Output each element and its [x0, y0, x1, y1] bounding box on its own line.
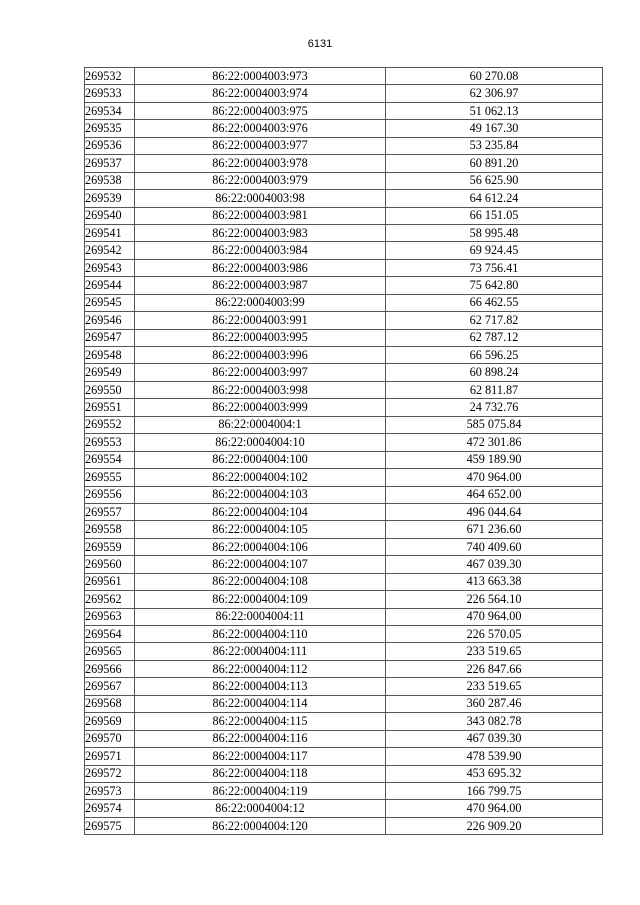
- cadastral-number-cell: 86:22:0004004:11: [135, 608, 386, 625]
- table-row: [85, 678, 603, 695]
- row-number-cell: 269575: [85, 817, 135, 834]
- table-row: [85, 172, 603, 189]
- cadastral-value-cell: 24 732.76: [386, 399, 603, 416]
- cadastral-number-cell: 86:22:0004004:110: [135, 626, 386, 643]
- row-number-cell: 269532: [85, 68, 135, 85]
- row-number-cell: 269541: [85, 224, 135, 241]
- cadastral-number-cell: 86:22:0004004:10: [135, 434, 386, 451]
- table-row: [85, 155, 603, 172]
- table-row: [85, 765, 603, 782]
- row-number-cell: 269552: [85, 416, 135, 433]
- cadastral-value-cell: 62 787.12: [386, 329, 603, 346]
- table-row: [85, 102, 603, 119]
- cadastral-number-cell: 86:22:0004003:986: [135, 259, 386, 276]
- row-number-cell: 269554: [85, 451, 135, 468]
- cadastral-number-cell: 86:22:0004004:109: [135, 591, 386, 608]
- cadastral-number-cell: 86:22:0004003:99: [135, 294, 386, 311]
- cadastral-number-cell: 86:22:0004004:103: [135, 486, 386, 503]
- cadastral-number-cell: 86:22:0004003:976: [135, 120, 386, 137]
- cadastral-number-cell: 86:22:0004004:111: [135, 643, 386, 660]
- cadastral-number-cell: 86:22:0004003:981: [135, 207, 386, 224]
- table-row: [85, 608, 603, 625]
- cadastral-value-cell: 496 044.64: [386, 503, 603, 520]
- cadastral-number-cell: 86:22:0004004:100: [135, 451, 386, 468]
- row-number-cell: 269559: [85, 538, 135, 555]
- cadastral-number-cell: 86:22:0004003:975: [135, 102, 386, 119]
- row-number-cell: 269538: [85, 172, 135, 189]
- table-row: [85, 416, 603, 433]
- cadastral-number-cell: 86:22:0004003:991: [135, 312, 386, 329]
- table-row: [85, 730, 603, 747]
- table-row: [85, 626, 603, 643]
- cadastral-value-cell: 66 151.05: [386, 207, 603, 224]
- table-row: [85, 312, 603, 329]
- cadastral-number-cell: 86:22:0004003:987: [135, 277, 386, 294]
- cadastral-value-cell: 360 287.46: [386, 695, 603, 712]
- cadastral-number-cell: 86:22:0004004:115: [135, 713, 386, 730]
- cadastral-number-cell: 86:22:0004004:107: [135, 556, 386, 573]
- row-number-cell: 269558: [85, 521, 135, 538]
- row-number-cell: 269551: [85, 399, 135, 416]
- table-row: [85, 573, 603, 590]
- cadastral-value-cell: 585 075.84: [386, 416, 603, 433]
- row-number-cell: 269534: [85, 102, 135, 119]
- row-number-cell: 269567: [85, 678, 135, 695]
- cadastral-value-cell: 467 039.30: [386, 556, 603, 573]
- cadastral-value-cell: 62 811.87: [386, 381, 603, 398]
- table-row: [85, 381, 603, 398]
- cadastral-value-cell: 453 695.32: [386, 765, 603, 782]
- table-row: [85, 782, 603, 799]
- cadastral-number-cell: 86:22:0004004:102: [135, 469, 386, 486]
- cadastral-number-cell: 86:22:0004004:12: [135, 800, 386, 817]
- row-number-cell: 269550: [85, 381, 135, 398]
- table-row: [85, 277, 603, 294]
- row-number-cell: 269573: [85, 782, 135, 799]
- row-number-cell: 269549: [85, 364, 135, 381]
- cadastral-value-cell: 671 236.60: [386, 521, 603, 538]
- row-number-cell: 269539: [85, 190, 135, 207]
- table-row: [85, 190, 603, 207]
- cadastral-value-cell: 166 799.75: [386, 782, 603, 799]
- cadastral-number-cell: 86:22:0004003:996: [135, 347, 386, 364]
- row-number-cell: 269566: [85, 660, 135, 677]
- table-row: [85, 748, 603, 765]
- row-number-cell: 269556: [85, 486, 135, 503]
- row-number-cell: 269572: [85, 765, 135, 782]
- table-row: [85, 521, 603, 538]
- table-row: [85, 817, 603, 834]
- cadastral-value-cell: 75 642.80: [386, 277, 603, 294]
- row-number-cell: 269560: [85, 556, 135, 573]
- cadastral-value-cell: 73 756.41: [386, 259, 603, 276]
- cadastral-value-cell: 60 270.08: [386, 68, 603, 85]
- cadastral-number-cell: 86:22:0004003:983: [135, 224, 386, 241]
- row-number-cell: 269570: [85, 730, 135, 747]
- cadastral-number-cell: 86:22:0004003:999: [135, 399, 386, 416]
- cadastral-value-cell: 470 964.00: [386, 469, 603, 486]
- cadastral-number-cell: 86:22:0004003:998: [135, 381, 386, 398]
- cadastral-number-cell: 86:22:0004003:977: [135, 137, 386, 154]
- table-row: [85, 469, 603, 486]
- cadastral-value-cell: 467 039.30: [386, 730, 603, 747]
- cadastral-number-cell: 86:22:0004003:997: [135, 364, 386, 381]
- row-number-cell: 269565: [85, 643, 135, 660]
- table-row: [85, 347, 603, 364]
- row-number-cell: 269540: [85, 207, 135, 224]
- table-row: [85, 120, 603, 137]
- row-number-cell: 269536: [85, 137, 135, 154]
- row-number-cell: 269537: [85, 155, 135, 172]
- cadastral-number-cell: 86:22:0004003:973: [135, 68, 386, 85]
- table-row: [85, 556, 603, 573]
- cadastral-value-cell: 64 612.24: [386, 190, 603, 207]
- cadastral-value-cell: 233 519.65: [386, 643, 603, 660]
- cadastral-value-cell: 62 717.82: [386, 312, 603, 329]
- table-row: [85, 85, 603, 102]
- cadastral-value-cell: 343 082.78: [386, 713, 603, 730]
- row-number-cell: 269553: [85, 434, 135, 451]
- table-row: [85, 259, 603, 276]
- row-number-cell: 269548: [85, 347, 135, 364]
- cadastral-value-cell: 56 625.90: [386, 172, 603, 189]
- cadastral-number-cell: 86:22:0004004:120: [135, 817, 386, 834]
- cadastral-value-cell: 51 062.13: [386, 102, 603, 119]
- table-row: [85, 68, 603, 85]
- table-row: [85, 591, 603, 608]
- row-number-cell: 269535: [85, 120, 135, 137]
- cadastral-number-cell: 86:22:0004004:116: [135, 730, 386, 747]
- cadastral-value-cell: 226 564.10: [386, 591, 603, 608]
- table-row: [85, 294, 603, 311]
- cadastral-number-cell: 86:22:0004004:106: [135, 538, 386, 555]
- row-number-cell: 269547: [85, 329, 135, 346]
- table-row: [85, 503, 603, 520]
- cadastral-value-cell: 66 462.55: [386, 294, 603, 311]
- cadastral-value-cell: 740 409.60: [386, 538, 603, 555]
- table-row: [85, 451, 603, 468]
- row-number-cell: 269533: [85, 85, 135, 102]
- table-row: [85, 660, 603, 677]
- cadastral-value-cell: 62 306.97: [386, 85, 603, 102]
- cadastral-value-cell: 60 891.20: [386, 155, 603, 172]
- cadastral-number-cell: 86:22:0004004:117: [135, 748, 386, 765]
- cadastral-value-cell: 478 539.90: [386, 748, 603, 765]
- cadastral-number-cell: 86:22:0004004:112: [135, 660, 386, 677]
- table-row: [85, 486, 603, 503]
- cadastral-number-cell: 86:22:0004004:104: [135, 503, 386, 520]
- cadastral-number-cell: 86:22:0004004:119: [135, 782, 386, 799]
- cadastral-value-cell: 464 652.00: [386, 486, 603, 503]
- cadastral-value-cell: 459 189.90: [386, 451, 603, 468]
- table-row: [85, 224, 603, 241]
- cadastral-value-cell: 472 301.86: [386, 434, 603, 451]
- cadastral-number-cell: 86:22:0004004:118: [135, 765, 386, 782]
- page-number: 6131: [307, 38, 333, 50]
- cadastral-number-cell: 86:22:0004003:978: [135, 155, 386, 172]
- table-row: [85, 399, 603, 416]
- cadastral-value-table: [84, 67, 603, 835]
- table-body: [85, 68, 603, 835]
- table-row: [85, 242, 603, 259]
- table-row: [85, 713, 603, 730]
- row-number-cell: 269569: [85, 713, 135, 730]
- table-row: [85, 137, 603, 154]
- cadastral-value-cell: 49 167.30: [386, 120, 603, 137]
- cadastral-number-cell: 86:22:0004004:105: [135, 521, 386, 538]
- cadastral-number-cell: 86:22:0004004:113: [135, 678, 386, 695]
- table-row: [85, 695, 603, 712]
- cadastral-value-cell: 53 235.84: [386, 137, 603, 154]
- table-row: [85, 643, 603, 660]
- row-number-cell: 269544: [85, 277, 135, 294]
- row-number-cell: 269545: [85, 294, 135, 311]
- cadastral-number-cell: 86:22:0004003:979: [135, 172, 386, 189]
- table-row: [85, 329, 603, 346]
- table-row: [85, 364, 603, 381]
- cadastral-value-cell: 58 995.48: [386, 224, 603, 241]
- cadastral-value-cell: 413 663.38: [386, 573, 603, 590]
- table-row: [85, 207, 603, 224]
- table-row: [85, 538, 603, 555]
- row-number-cell: 269542: [85, 242, 135, 259]
- row-number-cell: 269557: [85, 503, 135, 520]
- row-number-cell: 269564: [85, 626, 135, 643]
- row-number-cell: 269546: [85, 312, 135, 329]
- table-row: [85, 434, 603, 451]
- row-number-cell: 269574: [85, 800, 135, 817]
- row-number-cell: 269562: [85, 591, 135, 608]
- row-number-cell: 269571: [85, 748, 135, 765]
- cadastral-value-cell: 470 964.00: [386, 608, 603, 625]
- cadastral-value-cell: 60 898.24: [386, 364, 603, 381]
- cadastral-number-cell: 86:22:0004004:114: [135, 695, 386, 712]
- cadastral-value-cell: 226 909.20: [386, 817, 603, 834]
- cadastral-number-cell: 86:22:0004004:1: [135, 416, 386, 433]
- cadastral-value-cell: 66 596.25: [386, 347, 603, 364]
- row-number-cell: 269563: [85, 608, 135, 625]
- cadastral-value-cell: 233 519.65: [386, 678, 603, 695]
- table-row: [85, 800, 603, 817]
- row-number-cell: 269561: [85, 573, 135, 590]
- cadastral-value-cell: 69 924.45: [386, 242, 603, 259]
- cadastral-value-cell: 470 964.00: [386, 800, 603, 817]
- cadastral-value-cell: 226 847.66: [386, 660, 603, 677]
- row-number-cell: 269543: [85, 259, 135, 276]
- cadastral-number-cell: 86:22:0004004:108: [135, 573, 386, 590]
- row-number-cell: 269555: [85, 469, 135, 486]
- cadastral-value-cell: 226 570.05: [386, 626, 603, 643]
- cadastral-number-cell: 86:22:0004003:974: [135, 85, 386, 102]
- cadastral-number-cell: 86:22:0004003:984: [135, 242, 386, 259]
- row-number-cell: 269568: [85, 695, 135, 712]
- cadastral-number-cell: 86:22:0004003:98: [135, 190, 386, 207]
- cadastral-number-cell: 86:22:0004003:995: [135, 329, 386, 346]
